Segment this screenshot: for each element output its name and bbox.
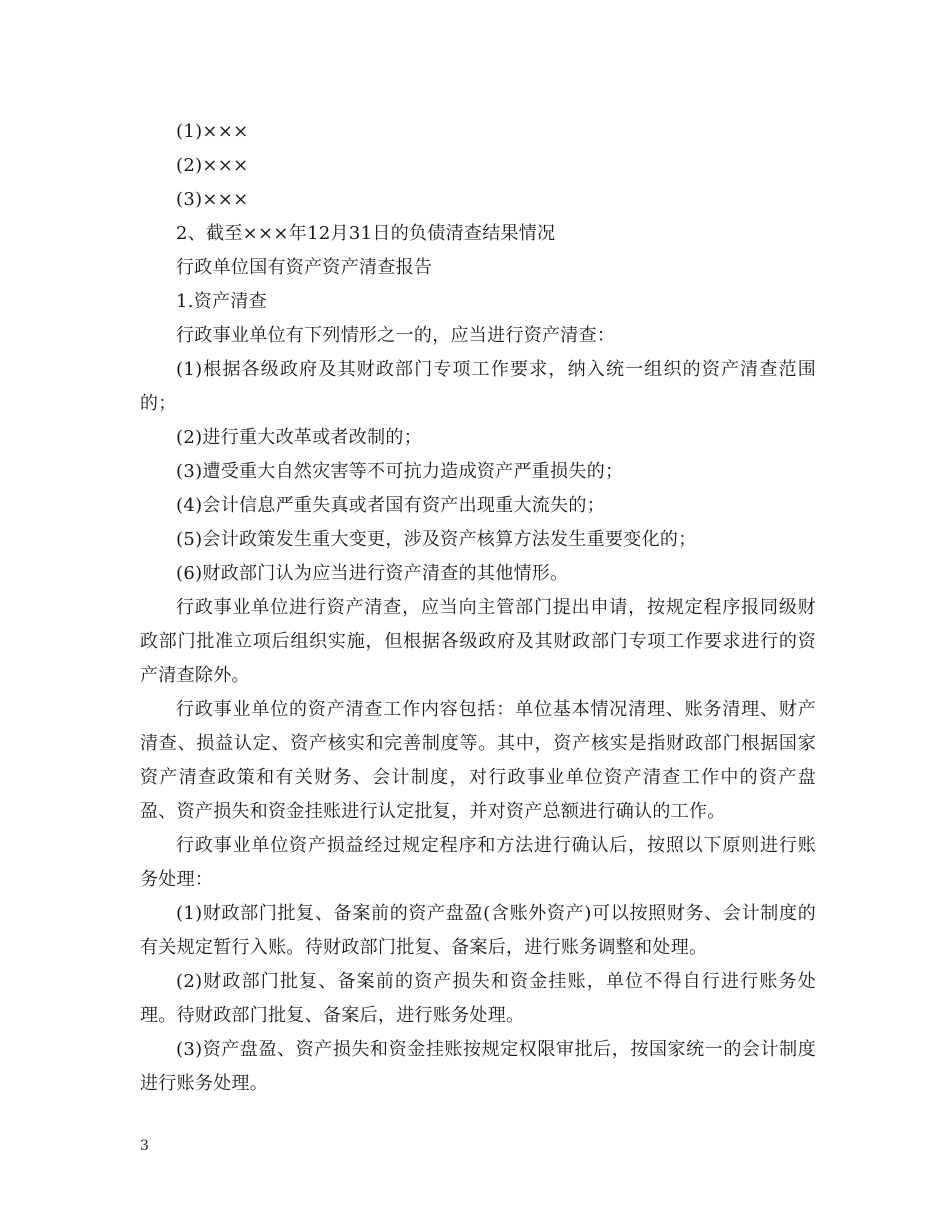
paragraph: 行政事业单位进行资产清查，应当向主管部门提出申请，按规定程序报同级财政部门批准立项后组织实施，但根据各级政府及其财政部门专项工作要求进行的资产清查除外。 [140,597,816,686]
list-item: (2)进行重大改革或者改制的； [176,427,422,448]
paragraph: (1)××× [176,121,249,142]
paragraph: (3)××× [176,189,249,210]
section-heading: 1.资产清查 [176,291,267,312]
list-item: (2)财政部门批复、备案前的资产损失和资金挂账，单位不得自行进行账务处理。待财政部门批复、备案后，进行账务处理。 [140,971,816,1026]
list-item: (1)根据各级政府及其财政部门专项工作要求，纳入统一组织的资产清查范围的； [140,359,816,414]
paragraph: (2)××× [176,155,249,176]
page-number: 3 [140,1138,149,1154]
list-item: (5)会计政策发生重大变更，涉及资产核算方法发生重要变化的； [176,529,697,550]
list-item: (4)会计信息严重失真或者国有资产出现重大流失的； [176,495,605,516]
section-title: 行政单位国有资产资产清查报告 [176,257,433,278]
paragraph: 行政事业单位有下列情形之一的，应当进行资产清查： [176,325,616,346]
list-item: (6)财政部门认为应当进行资产清查的其他情形。 [176,563,569,584]
paragraph: 行政事业单位的资产清查工作内容包括：单位基本情况清理、账务清理、财产清查、损益认定、资产核实和完善制度等。其中，资产核实是指财政部门根据国家资产清查政策和有关财务、会计制度，对行政事业单位资产清查工作中的资产盘盈、资产损失和资金挂账进行认定批复，并对资产总额进行确认的工作。 [140,699,816,822]
paragraph: 2、截至×××年12月31日的负债清查结果情况 [176,223,556,244]
paragraph: 行政事业单位资产损益经过规定程序和方法进行确认后，按照以下原则进行账务处理： [140,835,816,890]
document-body [140,115,816,1101]
list-item: (3)遭受重大自然灾害等不可抗力造成资产严重损失的； [176,461,624,482]
list-item: (3)资产盘盈、资产损失和资金挂账按规定权限审批后，按国家统一的会计制度进行账务处理。 [140,1039,816,1094]
list-item: (1)财政部门批复、备案前的资产盘盈(含账外资产)可以按照财务、会计制度的有关规定暂行入账。待财政部门批复、备案后，进行账务调整和处理。 [140,903,816,958]
